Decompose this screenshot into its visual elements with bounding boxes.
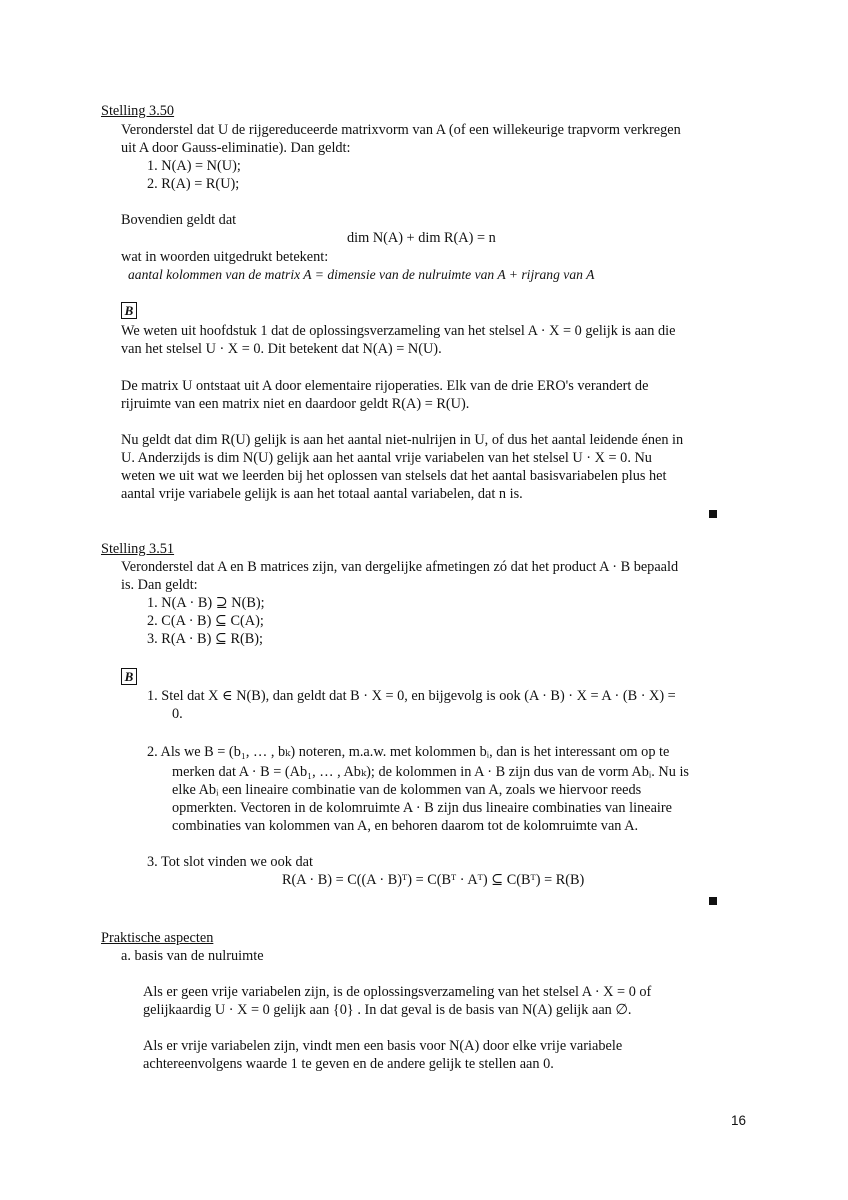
theorem-3-50-heading: Stelling 3.50: [101, 103, 175, 119]
proof-3-51-item-2-line-3: elke Abᵢ een lineaire combinatie van de kolommen van A, zoals we hiervoor reeds: [172, 782, 642, 798]
theorem-3-50-item-1: 1. N(A) = N(U);: [147, 158, 241, 174]
proof-label: B: [121, 668, 137, 685]
proof-3-50-line-6: U. Anderzijds is dim N(U) gelijk aan het aantal vrije variabelen van het stelsel U · X = 0. Nu: [121, 450, 652, 466]
proof-3-51-item-1-line-1: 1. Stel dat X ∈ N(B), dan geldt dat B · X = 0, en bijgevolg is ook (A · B) · X = A · (B · X) =: [147, 688, 676, 704]
theorem-3-50-line-2: uit A door Gauss-eliminatie). Dan geldt:: [121, 140, 351, 156]
practical-paragraph-2-line-2: achtereenvolgens waarde 1 te geven en de andere gelijk te stellen aan 0.: [143, 1056, 554, 1072]
in-words-formula: aantal kolommen van de matrix A = dimensie van de nulruimte van A + rijrang van A: [128, 267, 595, 282]
proof-label: B: [121, 302, 137, 319]
theorem-3-51-item-1: 1. N(A · B) ⊇ N(B);: [147, 595, 265, 611]
theorem-3-50-item-2: 2. R(A) = R(U);: [147, 176, 240, 192]
proof-3-50-line-7: weten we uit wat we leerden bij het oplossen van stelsels dat het aantal basisvariabelen plus het: [121, 468, 667, 484]
proof-3-51-item-2-line-2: merken dat A · B = (Ab₁, … , Abₖ); de kolommen in A · B zijn dus van de vorm Abᵢ. Nu is: [172, 764, 689, 780]
practical-aspects-heading: Praktische aspecten: [101, 930, 214, 946]
practical-item-a: a. basis van de nulruimte: [121, 948, 264, 964]
dimension-formula: dim N(A) + dim R(A) = n: [347, 230, 496, 246]
qed-square: [709, 510, 717, 518]
practical-paragraph-1-line-1: Als er geen vrije variabelen zijn, is de oplossingsverzameling van het stelsel A · X = 0 of: [143, 984, 652, 1000]
theorem-3-51-line-1: Veronderstel dat A en B matrices zijn, van dergelijke afmetingen zó dat het product A · B bepaald: [121, 559, 679, 575]
qed-square: [709, 897, 717, 905]
proof-3-51-item-1-line-2: 0.: [172, 706, 183, 722]
bovendien-text: Bovendien geldt dat: [121, 212, 237, 228]
theorem-3-50-line-1: Veronderstel dat U de rijgereduceerde matrixvorm van A (of een willekeurige trapvorm verkregen: [121, 122, 681, 138]
theorem-3-51-heading: Stelling 3.51: [101, 541, 175, 557]
proof-3-50-line-3: De matrix U ontstaat uit A door elementaire rijoperaties. Elk van de drie ERO's verandert de: [121, 378, 649, 394]
practical-paragraph-2-line-1: Als er vrije variabelen zijn, vindt men een basis voor N(A) door elke vrije variabele: [143, 1038, 623, 1054]
theorem-3-51-item-2: 2. C(A · B) ⊆ C(A);: [147, 613, 264, 629]
proof-3-50-line-2: van het stelsel U · X = 0. Dit betekent dat N(A) = N(U).: [121, 341, 442, 357]
theorem-3-51-line-2: is. Dan geldt:: [121, 577, 198, 593]
theorem-3-51-item-3: 3. R(A · B) ⊆ R(B);: [147, 631, 264, 647]
proof-3-51-item-3-line-1: 3. Tot slot vinden we ook dat: [147, 854, 313, 870]
proof-3-51-item-2-line-1: 2. Als we B = (b₁, … , bₖ) noteren, m.a.w. met kolommen bᵢ, dan is het interessant om op te: [147, 744, 670, 760]
proof-3-50-line-1: We weten uit hoofdstuk 1 dat de oplossingsverzameling van het stelsel A · X = 0 gelijk is aan die: [121, 323, 676, 339]
in-words-text: wat in woorden uitgedrukt betekent:: [121, 249, 329, 265]
proof-3-51-item-2-line-5: combinaties van kolommen van A, en behoren daarom tot de kolomruimte van A.: [172, 818, 639, 834]
proof-3-50-line-4: rijruimte van een matrix niet en daardoor geldt R(A) = R(U).: [121, 396, 470, 412]
practical-paragraph-1-line-2: gelijkaardig U · X = 0 gelijk aan {0} . In dat geval is de basis van N(A) gelijk aan ∅.: [143, 1002, 632, 1018]
proof-3-51-item-3-formula: R(A · B) = C((A · B)ᵀ) = C(Bᵀ · Aᵀ) ⊆ C(Bᵀ) = R(B): [282, 872, 585, 888]
proof-3-50-line-5: Nu geldt dat dim R(U) gelijk is aan het aantal niet-nulrijen in U, of dus het aantal leidende énen in: [121, 432, 684, 448]
page-number: 16: [731, 1113, 747, 1128]
proof-3-51-item-2-line-4: opmerkten. Vectoren in de kolomruimte A · B zijn dus lineaire combinaties van lineaire: [172, 800, 672, 816]
proof-3-50-line-8: aantal vrije variabele gelijk is aan het totaal aantal variabelen, dat n is.: [121, 486, 523, 502]
